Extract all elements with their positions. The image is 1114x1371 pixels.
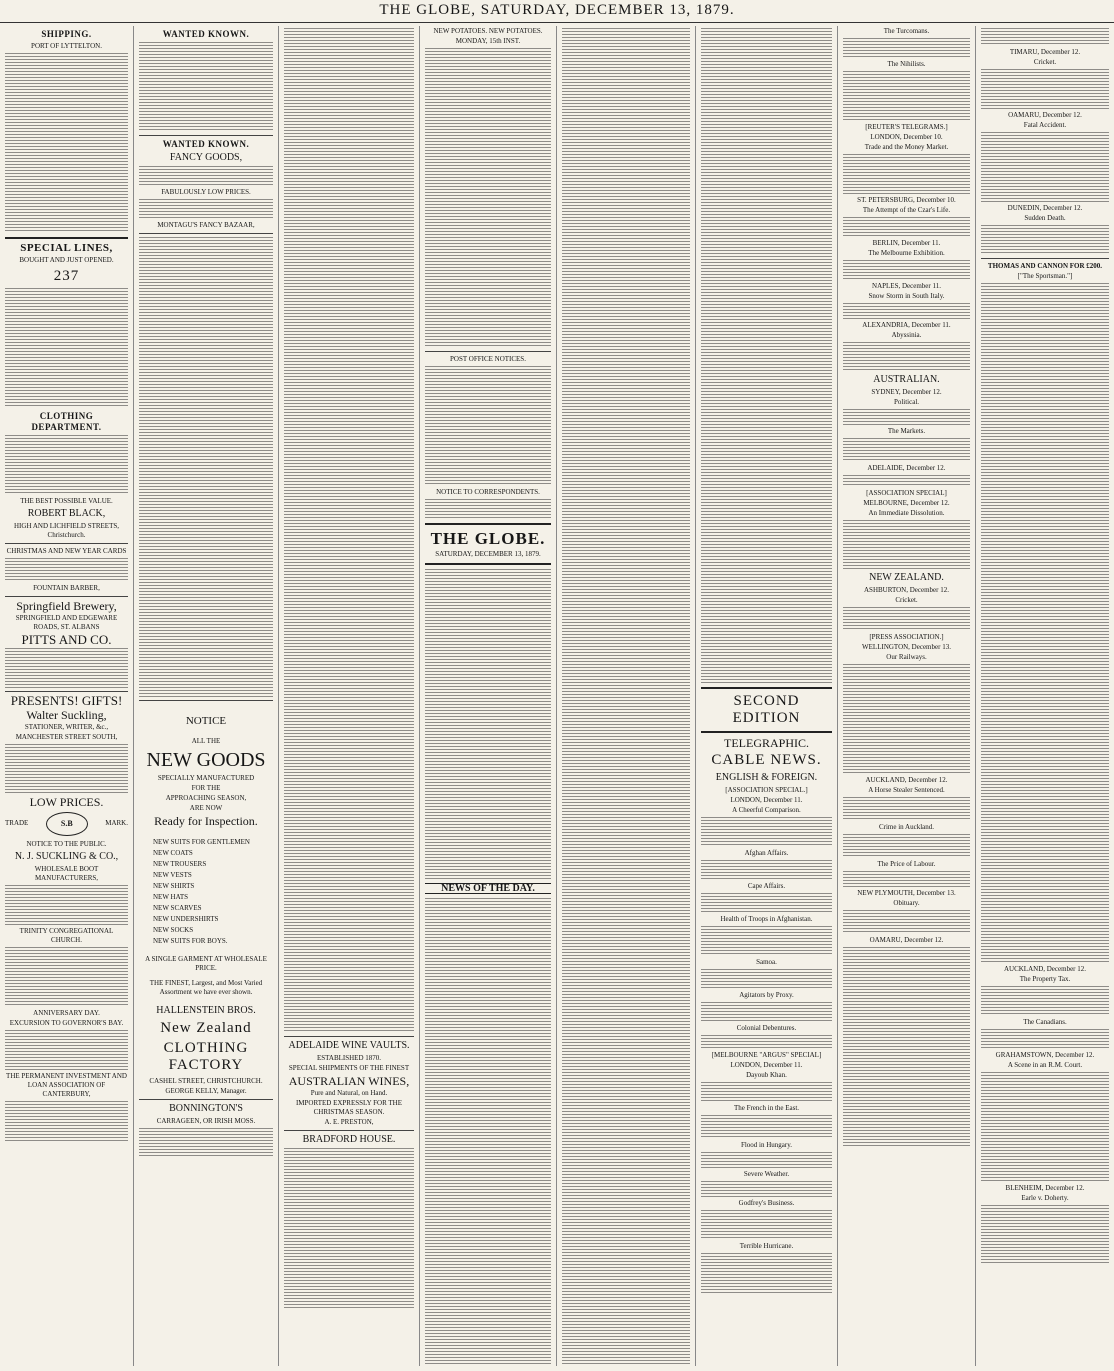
robert-black-address: HIGH AND LICHFIELD STREETS, Christchurch. bbox=[14, 522, 119, 539]
all-the: ALL THE bbox=[191, 737, 221, 745]
mark-label: MARK. bbox=[105, 819, 128, 828]
dayoub-khan: Dayoub Khan. bbox=[746, 1071, 787, 1079]
new-plymouth: NEW PLYMOUTH, December 13. bbox=[857, 889, 956, 897]
horse-stealer: A Horse Stealer Sentenced. bbox=[868, 786, 945, 794]
trade-label: TRADE bbox=[5, 819, 29, 828]
post-office-notices: POST OFFICE NOTICES. bbox=[450, 355, 526, 363]
naples: NAPLES, December 11. bbox=[872, 282, 941, 290]
melbourne-argus: [MELBOURNE "ARGUS" SPECIAL] bbox=[711, 1051, 822, 1059]
column-4 bbox=[420, 26, 557, 1366]
sportsman: ["The Sportsman."] bbox=[1017, 272, 1073, 280]
terrible-hurricane: Terrible Hurricane. bbox=[739, 1242, 794, 1250]
oamaru: OAMARU, December 12. bbox=[1008, 111, 1082, 119]
political: Political. bbox=[893, 398, 920, 406]
french-east: The French in the East. bbox=[733, 1104, 800, 1112]
column-2 bbox=[134, 26, 279, 1366]
cape-affairs: Cape Affairs. bbox=[747, 882, 786, 890]
news-of-the-day: NEWS OF THE DAY. bbox=[425, 883, 551, 895]
anniversary-day: ANNIVERSARY DAY. bbox=[33, 1009, 100, 1017]
alexandria: ALEXANDRIA, December 11. bbox=[862, 321, 951, 329]
press-association: [PRESS ASSOCIATION.] bbox=[869, 633, 944, 641]
suckling-address: MANCHESTER STREET SOUTH, bbox=[15, 733, 118, 741]
wanted-ads-block bbox=[139, 237, 273, 697]
special-lines-body bbox=[5, 288, 128, 408]
grahamstown: GRAHAMSTOWN, December 12. bbox=[995, 1051, 1095, 1059]
notice-heading: NOTICE bbox=[185, 715, 227, 727]
montagu-bazaar: MONTAGU'S FANCY BAZAAR, bbox=[157, 221, 255, 229]
suckling-sub: STATIONER, WRITER, &c., bbox=[24, 723, 109, 731]
column-8 bbox=[976, 26, 1114, 1366]
auckland: AUCKLAND, December 12. bbox=[865, 776, 948, 784]
carrageen: CARRAGEEN, OR IRISH MOSS. bbox=[156, 1117, 256, 1125]
fancy-goods: FANCY GOODS, bbox=[169, 152, 243, 163]
approaching: APPROACHING SEASON, bbox=[165, 794, 247, 802]
london-dateline: LONDON, December 11. bbox=[730, 796, 803, 804]
best-value: THE BEST POSSIBLE VALUE. bbox=[20, 497, 113, 505]
list-item: NEW SUITS FOR BOYS. bbox=[153, 937, 228, 945]
column-5 bbox=[557, 26, 696, 1366]
notice-public: NOTICE TO THE PUBLIC. bbox=[26, 840, 107, 848]
list-item: NEW SHIRTS bbox=[153, 882, 195, 890]
sudden-death: Sudden Death. bbox=[1024, 214, 1066, 222]
notice-correspondents: NOTICE TO CORRESPONDENTS. bbox=[436, 488, 540, 496]
permanent-investment: THE PERMANENT INVESTMENT AND LOAN ASSOCIATION OF CANTERBURY, bbox=[6, 1072, 127, 1098]
potatoes-heading: NEW POTATOES. NEW POTATOES. bbox=[433, 27, 543, 35]
flood-hungary: Flood in Hungary. bbox=[740, 1141, 793, 1149]
severe-weather: Severe Weather. bbox=[743, 1170, 790, 1178]
new-zealand: New Zealand bbox=[160, 1020, 252, 1036]
christmas-cards: CHRISTMAS AND NEW YEAR CARDS bbox=[6, 547, 127, 555]
pitts-and-co: PITTS AND CO. bbox=[21, 632, 112, 647]
george-kelly: GEORGE KELLY, Manager. bbox=[165, 1087, 247, 1095]
bonnington: BONNINGTON'S bbox=[169, 1103, 243, 1114]
nj-sub: WHOLESALE BOOT MANUFACTURERS, bbox=[34, 865, 99, 882]
monday-sale: MONDAY, 15th INST. bbox=[455, 37, 521, 45]
cricket: Cricket. bbox=[895, 596, 918, 604]
reuter-telegrams: [REUTER'S TELEGRAMS.] bbox=[865, 123, 948, 131]
new-zealand-heading: NEW ZEALAND. bbox=[869, 572, 944, 583]
trade-mark bbox=[5, 812, 128, 836]
pure-natural: Pure and Natural, on Hand. bbox=[310, 1089, 388, 1097]
excursion: EXCURSION TO GOVERNOR'S BAY. bbox=[9, 1019, 124, 1027]
column-3 bbox=[279, 26, 420, 1366]
london-dateline-2: LONDON, December 11. bbox=[730, 1061, 803, 1069]
thomas-cannon: THOMAS AND CANNON FOR £200. bbox=[987, 262, 1103, 270]
globe-dateline: SATURDAY, DECEMBER 13, 1879. bbox=[435, 550, 541, 558]
wellington: WELLINGTON, December 13. bbox=[862, 643, 951, 651]
nihilists: The Nihilists. bbox=[887, 60, 926, 68]
our-railways: Our Railways. bbox=[886, 653, 927, 661]
dunedin: DUNEDIN, December 12. bbox=[1007, 204, 1083, 212]
news-continued bbox=[562, 28, 690, 1366]
list-item: NEW SCARVES bbox=[153, 904, 202, 912]
are-now: ARE NOW bbox=[189, 804, 223, 812]
earle-doherty: Earle v. Doherty. bbox=[1021, 1194, 1069, 1202]
established: ESTABLISHED 1870. bbox=[317, 1054, 381, 1062]
for-the: FOR THE bbox=[191, 784, 221, 792]
abyssinia: Abyssinia. bbox=[891, 331, 922, 339]
new-goods-list bbox=[139, 837, 273, 947]
czar-attempt: The Attempt of the Czar's Life. bbox=[862, 206, 951, 214]
preston: A. E. PRESTON, bbox=[324, 1118, 374, 1126]
blenheim: BLENHEIM, December 12. bbox=[1005, 1184, 1085, 1192]
wanted-known-2: WANTED KNOWN. bbox=[162, 139, 250, 149]
afghan-affairs: Afghan Affairs. bbox=[744, 849, 789, 857]
list-item: NEW SUITS FOR GENTLEMEN bbox=[153, 838, 250, 846]
adelaide-wine-vaults: ADELAIDE WINE VAULTS. bbox=[288, 1040, 410, 1051]
column-1 bbox=[0, 26, 134, 1366]
adelaide: ADELAIDE, December 12. bbox=[867, 464, 946, 472]
column-6-body bbox=[701, 28, 832, 683]
column-6 bbox=[696, 26, 838, 1366]
masthead bbox=[0, 0, 1114, 23]
australian-heading: AUSTRALIAN. bbox=[873, 374, 940, 385]
association-special: [ASSOCIATION SPECIAL] bbox=[866, 489, 947, 497]
cheerful-comparison: A Cheerful Comparison. bbox=[732, 806, 801, 814]
trade-mark-logo: S.B bbox=[46, 812, 88, 836]
new-goods: NEW GOODS bbox=[146, 749, 266, 771]
stpetersburg: ST. PETERSBURG, December 10. bbox=[857, 196, 956, 204]
news-body bbox=[425, 898, 551, 1366]
rm-court: A Scene in an R.M. Court. bbox=[1007, 1061, 1083, 1069]
nj-suckling: N. J. SUCKLING & CO., bbox=[14, 851, 119, 862]
wrestling-report bbox=[981, 283, 1109, 963]
melbourne-exhibition: The Melbourne Exhibition. bbox=[868, 249, 945, 257]
second-edition: SECOND EDITION bbox=[732, 693, 801, 726]
godfrey-business: Godfrey's Business. bbox=[738, 1199, 795, 1207]
shipping-heading: SHIPPING. bbox=[41, 29, 92, 39]
association-special: [ASSOCIATION SPECIAL.] bbox=[725, 786, 808, 794]
special-shipments: SPECIAL SHIPMENTS OF THE FINEST bbox=[288, 1064, 410, 1072]
samoa: Samoa. bbox=[756, 958, 777, 966]
fabulously-low: FABULOUSLY LOW PRICES. bbox=[161, 188, 251, 196]
oamaru: OAMARU, December 12. bbox=[869, 936, 944, 944]
london-dateline: LONDON, December 10. bbox=[870, 133, 943, 141]
property-tax: The Property Tax. bbox=[1019, 975, 1071, 983]
sydney: SYDNEY, December 12. bbox=[871, 388, 942, 396]
obituary: Obituary. bbox=[893, 899, 920, 907]
finest-assortment: THE FINEST, Largest, and Most Varied Assortment we have ever shown. bbox=[149, 979, 263, 996]
hallenstein: HALLENSTEIN BROS. bbox=[156, 1005, 256, 1016]
presents-gifts: PRESENTS! GIFTS! bbox=[10, 693, 123, 708]
trinity-church: TRINITY CONGREGATIONAL CHURCH. bbox=[19, 927, 114, 944]
melbourne-dateline: MELBOURNE, December 12. bbox=[863, 499, 950, 507]
special-lines-heading: SPECIAL LINES, bbox=[20, 242, 113, 254]
ad-number: 237 bbox=[53, 268, 80, 284]
list-item: NEW HATS bbox=[153, 893, 189, 901]
snow-storm: Snow Storm in South Italy. bbox=[868, 292, 945, 300]
price-labour: The Price of Labour. bbox=[877, 860, 936, 868]
cricket: Cricket. bbox=[1033, 58, 1057, 66]
imported-expressly: IMPORTED EXPRESSLY FOR THE CHRISTMAS SEASON. bbox=[295, 1099, 403, 1116]
dissolution: An Immediate Dissolution. bbox=[868, 509, 945, 517]
globe-title: THE GLOBE. bbox=[430, 529, 546, 548]
markets: The Markets. bbox=[887, 427, 926, 435]
robert-black: ROBERT BLACK, bbox=[27, 508, 106, 519]
ashburton: ASHBURTON, December 12. bbox=[864, 586, 949, 594]
special-lines-sub: BOUGHT AND JUST OPENED. bbox=[19, 256, 114, 264]
turcomans: The Turcomans. bbox=[883, 27, 930, 35]
classified-ads bbox=[284, 28, 414, 1033]
health-troops: Health of Troops in Afghanistan. bbox=[720, 915, 813, 923]
masthead-title: THE GLOBE, SATURDAY, DECEMBER 13, 1879. bbox=[379, 2, 735, 18]
clothing-factory: CLOTHING FACTORY bbox=[163, 1040, 249, 1073]
springfield-brewery: Springfield Brewery, bbox=[16, 599, 117, 613]
port-subheading: PORT OF LYTTELTON. bbox=[31, 42, 102, 50]
australian-wines: AUSTRALIAN WINES, bbox=[288, 1074, 410, 1088]
colonial-debentures: Colonial Debentures. bbox=[736, 1024, 797, 1032]
ready-inspection: Ready for Inspection. bbox=[154, 814, 258, 828]
springfield-sub: SPRINGFIELD AND EDGEWARE ROADS, ST. ALBANS bbox=[15, 614, 118, 631]
column-7 bbox=[838, 26, 976, 1366]
single-garment: A SINGLE GARMENT AT WHOLESALE PRICE. bbox=[145, 955, 267, 972]
wanted-known-1: WANTED KNOWN. bbox=[162, 29, 250, 39]
list-item: NEW TROUSERS bbox=[153, 860, 207, 868]
telegraphic: TELEGRAPHIC. bbox=[724, 736, 809, 750]
auckland: AUCKLAND, December 12. bbox=[1003, 965, 1087, 973]
bradford-house: BRADFORD HOUSE. bbox=[302, 1134, 396, 1145]
list-item: NEW SOCKS bbox=[153, 926, 194, 934]
low-prices: LOW PRICES. bbox=[29, 795, 104, 809]
timaru: TIMARU, December 12. bbox=[1009, 48, 1081, 56]
specially: SPECIALLY MANUFACTURED bbox=[157, 774, 255, 782]
fatal-accident: Fatal Accident. bbox=[1023, 121, 1067, 129]
leading-article bbox=[425, 569, 551, 879]
list-item: NEW VESTS bbox=[153, 871, 192, 879]
clothing-dept-heading: CLOTHING DEPARTMENT. bbox=[31, 411, 102, 432]
cashel-street: CASHEL STREET, CHRISTCHURCH. bbox=[149, 1077, 263, 1085]
english-foreign: ENGLISH & FOREIGN. bbox=[715, 772, 818, 783]
berlin: BERLIN, December 11. bbox=[872, 239, 941, 247]
shipping-listing bbox=[5, 53, 128, 233]
trade-money: Trade and the Money Market. bbox=[864, 143, 949, 151]
list-item: NEW UNDERSHIRTS bbox=[153, 915, 219, 923]
canadians: The Canadians. bbox=[1023, 1018, 1067, 1026]
crime-auckland: Crime in Auckland. bbox=[878, 823, 935, 831]
walter-suckling: Walter Suckling, bbox=[26, 708, 107, 722]
fountain-barber: FOUNTAIN BARBER, bbox=[33, 584, 100, 592]
cable-news: CABLE NEWS. bbox=[711, 752, 822, 768]
list-item: NEW COATS bbox=[153, 849, 193, 857]
agitators: Agitators by Proxy. bbox=[739, 991, 794, 999]
